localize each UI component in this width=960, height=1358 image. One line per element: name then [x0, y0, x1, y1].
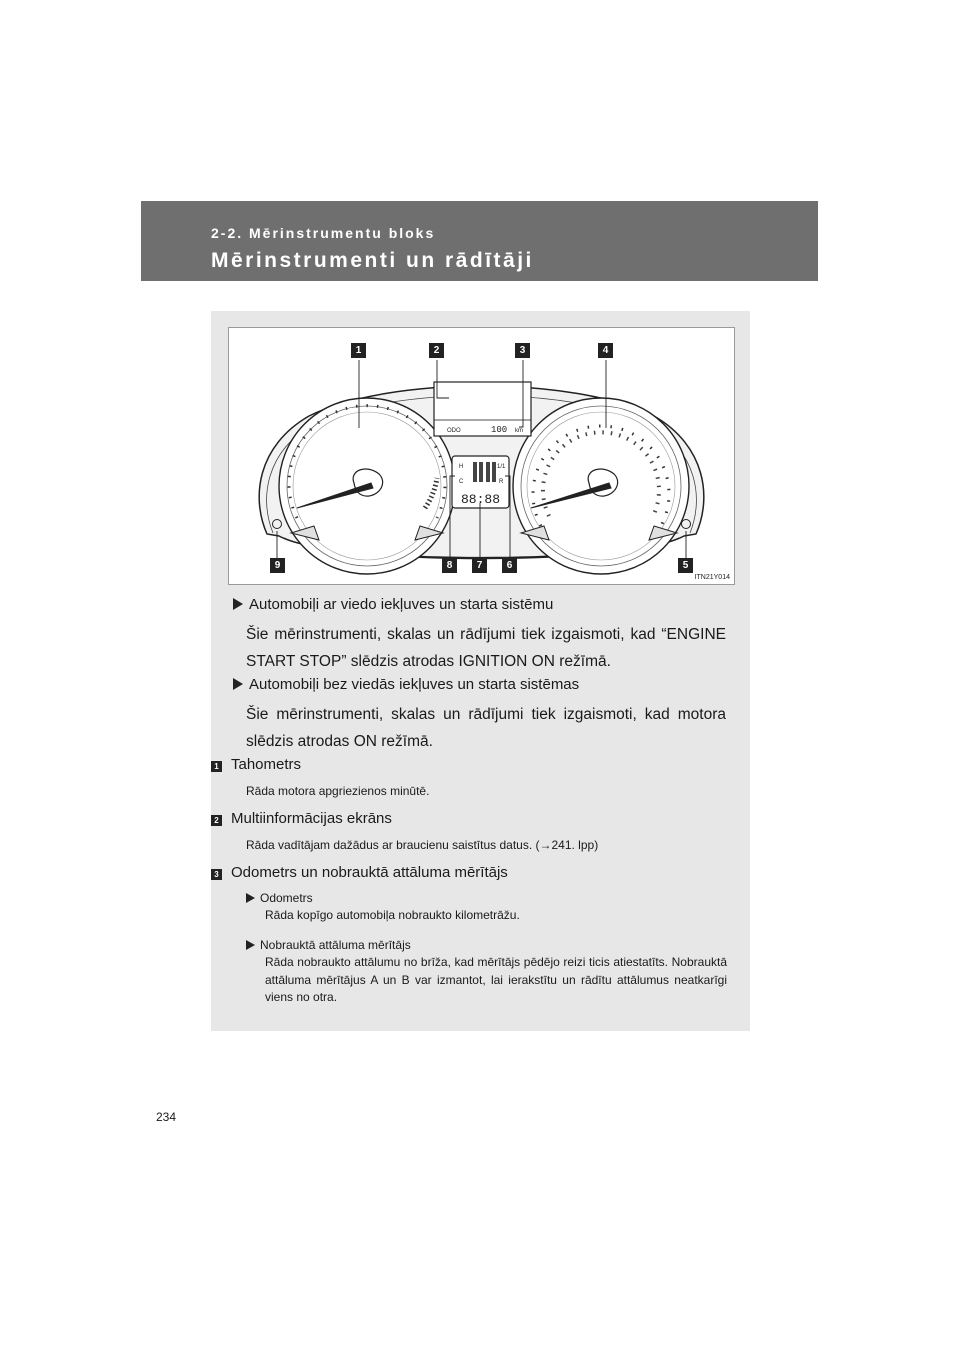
item-1-heading: 1 Tahometrs — [211, 756, 301, 773]
callout-9: 9 — [270, 558, 285, 573]
instrument-cluster-figure — [228, 327, 735, 585]
bullet-text-no-smart-entry: Šie mērinstrumenti, skalas un rādījumi tiek izgaismoti, kad motora slēdzis atrodas ON režīmā. — [246, 706, 726, 750]
tachometer-dial — [279, 398, 455, 574]
item-2-heading: 2 Multiinformācijas ekrāns — [211, 810, 392, 827]
callout-3: 3 — [515, 343, 530, 358]
bullet-title-smart-entry: Automobiļi ar viedo iekļuves un starta sistēmu — [233, 596, 553, 613]
item-1-description: Rāda motora apgriezienos minūtē. — [246, 784, 430, 798]
item-2-description: Rāda vadītājam dažādus ar braucienu saistītus datus. (→241. lpp) — [246, 838, 599, 852]
callout-4: 4 — [598, 343, 613, 358]
sub-title-trip-meter: Nobrauktā attāluma mērītājs — [246, 938, 411, 952]
callout-5: 5 — [678, 558, 693, 573]
page-number: 234 — [156, 1110, 177, 1124]
callout-7: 7 — [472, 558, 487, 573]
fuel-full-label: 1/1 — [497, 464, 506, 470]
figure-code: ITN21Y014 — [694, 574, 730, 581]
triangle-bullet-icon — [246, 893, 255, 903]
odo-unit: km — [515, 428, 523, 434]
callout-2: 2 — [429, 343, 444, 358]
odo-label: ODO — [447, 428, 461, 434]
page-title: Mērinstrumenti un rādītāji — [211, 249, 534, 272]
instrument-cluster-illustration — [229, 328, 734, 584]
section-label: 2-2. Mērinstrumentu bloks — [211, 225, 436, 241]
sub-text-odometer: Rāda kopīgo automobiļa nobraukto kilometrāžu. — [265, 908, 520, 922]
triangle-bullet-icon — [233, 598, 243, 610]
sub-text-trip-meter: Rāda nobraukto attālumu no brīža, kad mērītājs pēdējo reizi ticis atiestatīts. Nobrauktā attāluma mērītājus A un B var izmantot, lai ierakstītu un rādītu attālumus neatkarīgi viens no otra. — [265, 955, 727, 1004]
content-box — [211, 311, 750, 1031]
callout-1: 1 — [351, 343, 366, 358]
bullet-title-no-smart-entry: Automobiļi bez viedās iekļuves un starta sistēmas — [233, 676, 579, 693]
item-3-heading: 3 Odometrs un nobrauktā attāluma mērītājs — [211, 864, 508, 881]
callout-8: 8 — [442, 558, 457, 573]
fuel-reserve-label: R — [499, 479, 504, 485]
temp-cold-label: C — [459, 479, 464, 485]
item-number-badge: 1 — [211, 761, 222, 772]
bullet-text-smart-entry: Šie mērinstrumenti, skalas un rādījumi tiek izgaismoti, kad “ENGINE START STOP” slēdzis atrodas IGNITION ON režīmā. — [246, 626, 726, 670]
item-number-badge: 3 — [211, 869, 222, 880]
section-header-band — [141, 201, 818, 281]
temp-hot-label: H — [459, 464, 464, 470]
triangle-bullet-icon — [246, 940, 255, 950]
item-number-badge: 2 — [211, 815, 222, 826]
callout-6: 6 — [502, 558, 517, 573]
triangle-bullet-icon — [233, 678, 243, 690]
sub-title-odometer: Odometrs — [246, 891, 313, 905]
clock-display: 88:88 — [461, 492, 501, 507]
odo-value: 100 — [491, 425, 508, 435]
speedometer-dial — [513, 398, 689, 574]
